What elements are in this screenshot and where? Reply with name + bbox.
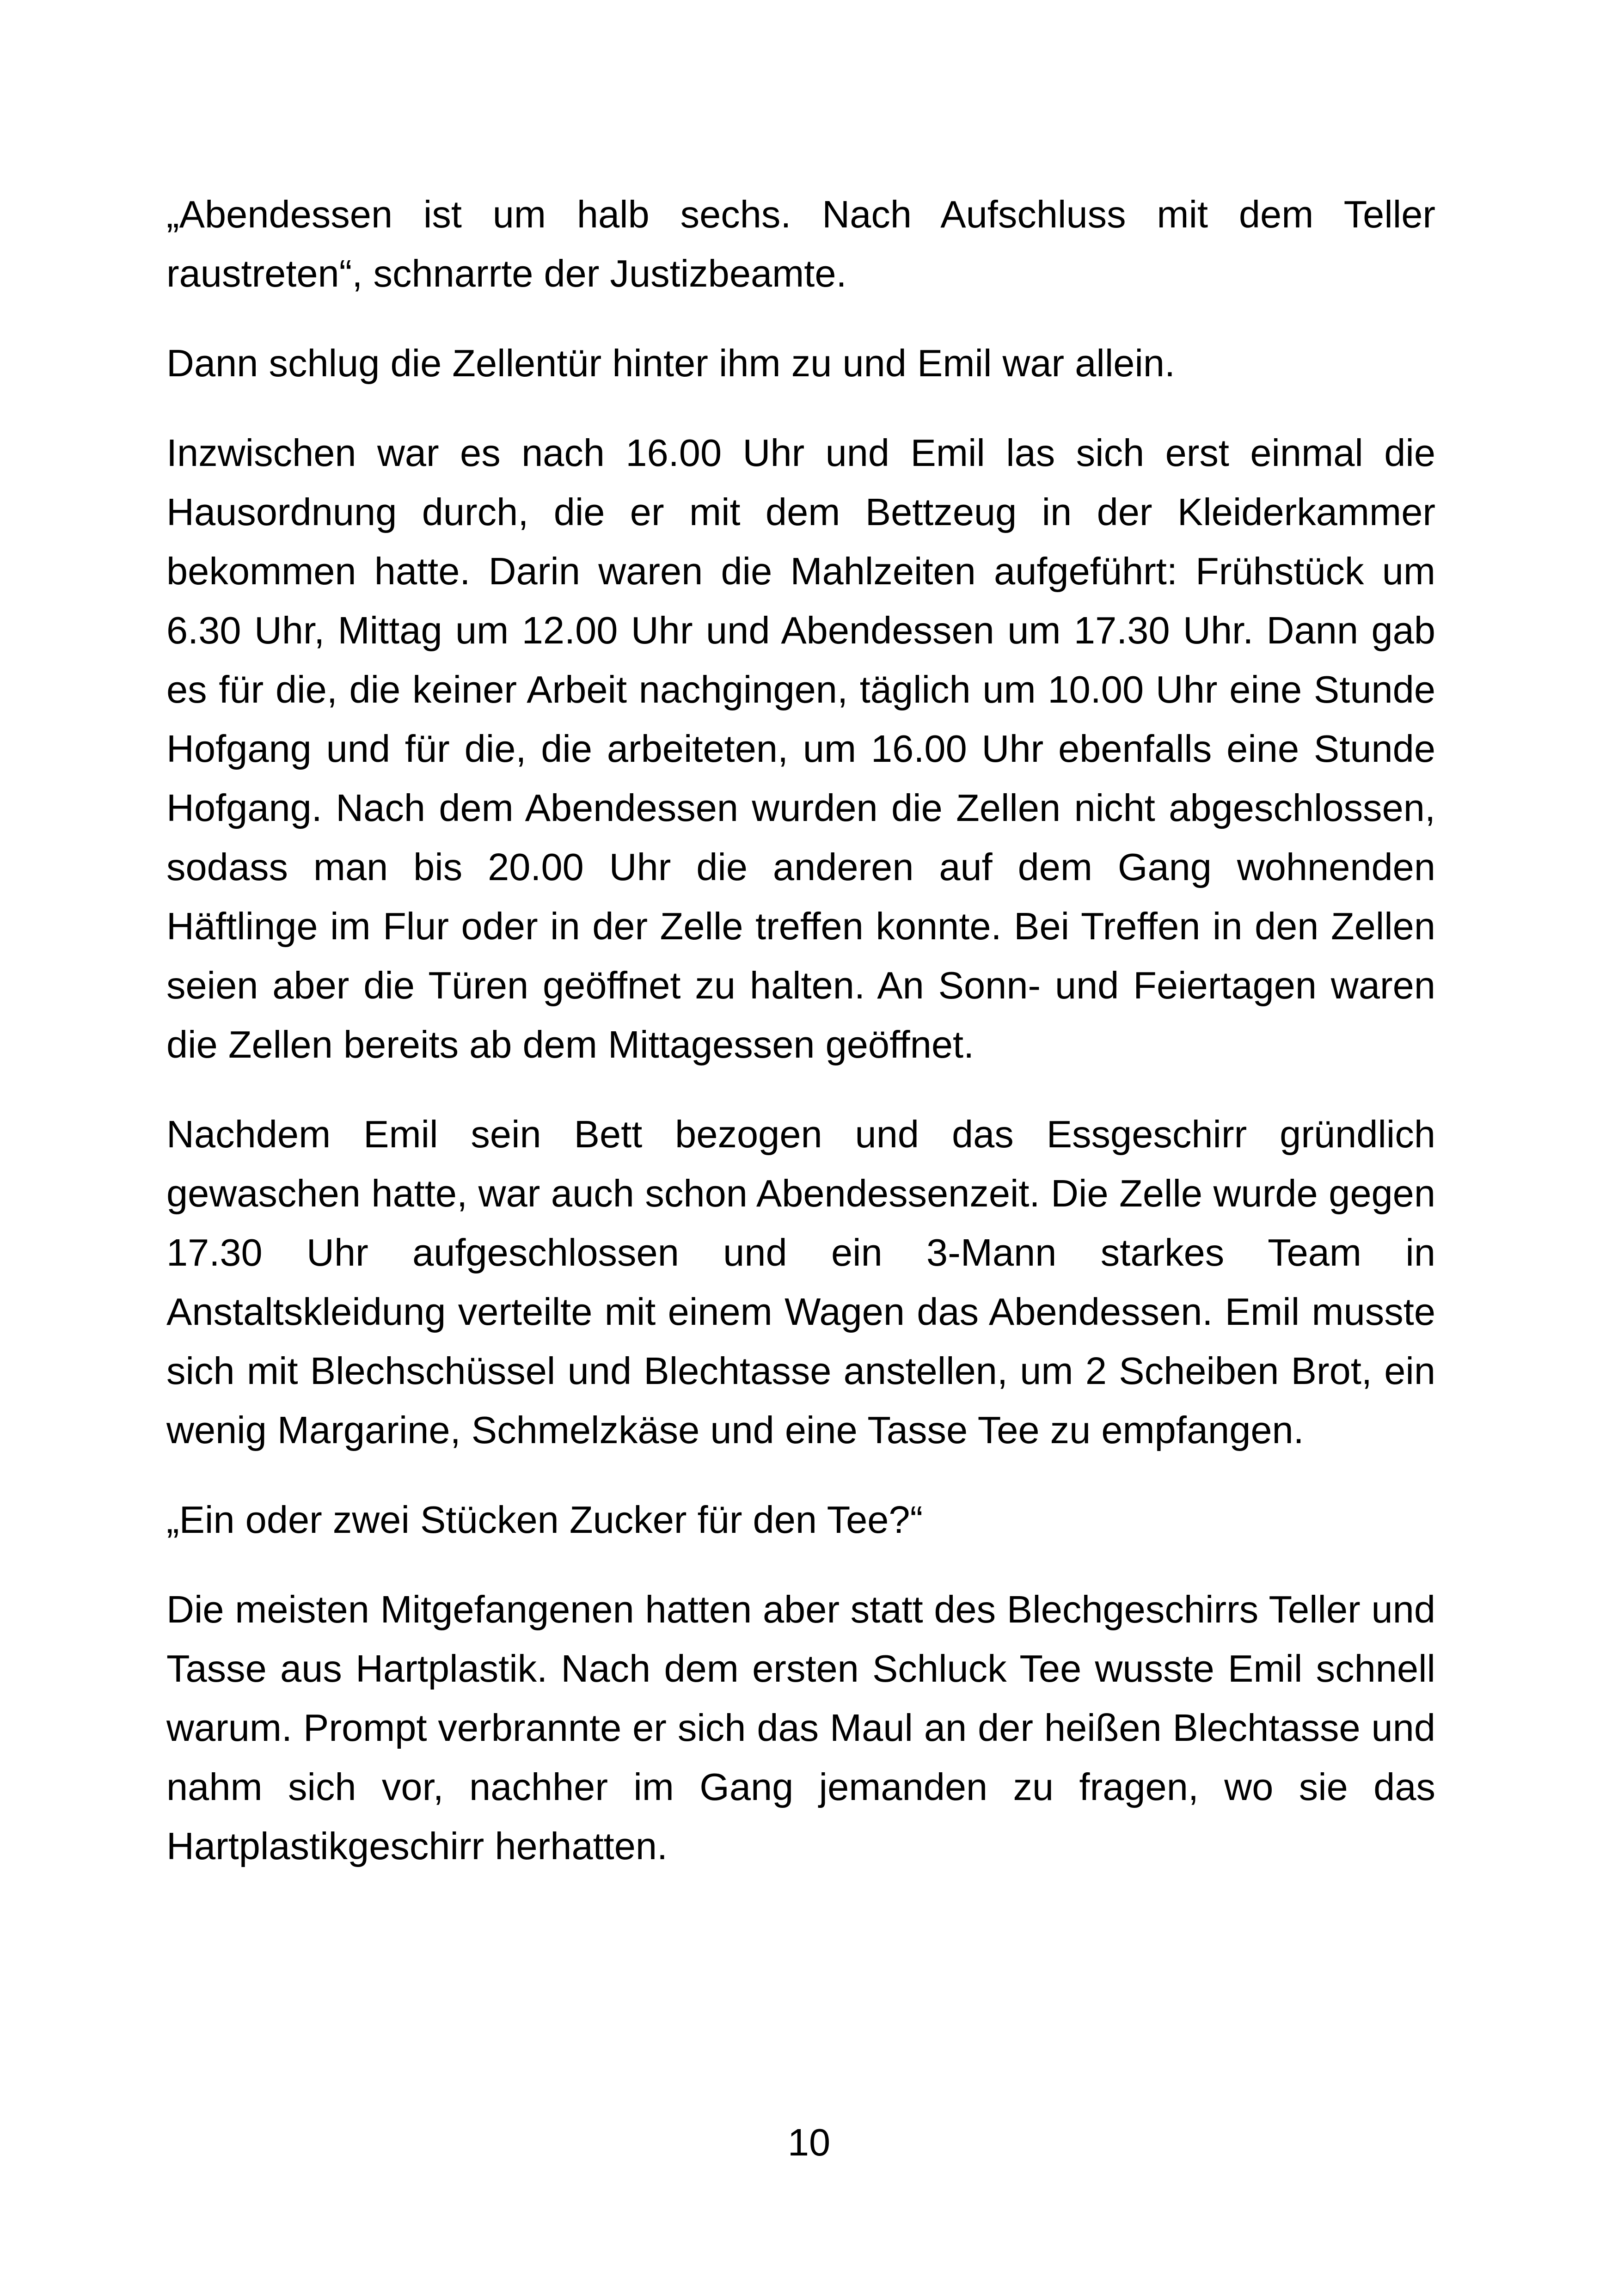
paragraph-cell-door: Dann schlug die Zellentür hinter ihm zu und Emil war allein. bbox=[166, 342, 1176, 385]
page-number: 10 bbox=[787, 2121, 831, 2164]
paragraph-plastic-dishes: Die meisten Mitgefangenen hatten aber statt des Blechgeschirrs Teller und Tasse aus Hartplastik. Nach dem ersten Schluck Tee wusste Emil schnell warum. Prompt verbrannte er sich das Maul an der heißen Blechtasse und nahm sich vor, nachher im Gang jemanden zu fragen, wo sie das Hartplastikgeschirr herhatten. bbox=[166, 1588, 1435, 1867]
paragraph-sugar-question: „Ein oder zwei Stücken Zucker für den Tee?“ bbox=[166, 1498, 923, 1541]
body-text bbox=[166, 185, 1435, 1906]
paragraph-house-rules: Inzwischen war es nach 16.00 Uhr und Emil las sich erst einmal die Hausordnung durch, die er mit dem Bettzeug in der Kleiderkammer bekommen hatte. Darin waren die Mahlzeiten aufgeführt: Frühstück um 6.30 Uhr, Mittag um 12.00 Uhr und Abendessen um 17.30 Uhr. Dann gab es für die, die keiner Arbeit nachgingen, täglich um 10.00 Uhr eine Stunde Hofgang und für die, die arbeiteten, um 16.00 Uhr ebenfalls eine Stunde Hofgang. Nach dem Abendessen wurden die Zellen nicht abgeschlossen, sodass man bis 20.00 Uhr die anderen auf dem Gang wohnenden Häftlinge im Flur oder in der Zelle treffen konnte. Bei Treffen in den Zellen seien aber die Türen geöffnet zu halten. An Sonn- und Feiertagen waren die Zellen bereits ab dem Mittagessen geöffnet. bbox=[166, 431, 1435, 1066]
paragraph-dinner-time: Nachdem Emil sein Bett bezogen und das Essgeschirr gründlich gewaschen hatte, war auch schon Abendessenzeit. Die Zelle wurde gegen 17.30 Uhr aufgeschlossen und ein 3-Mann starkes Team in Anstaltskleidung verteilte mit einem Wagen das Abendessen. Emil musste sich mit Blechschüssel und Blechtasse anstellen, um 2 Scheiben Brot, ein wenig Margarine, Schmelzkäse und eine Tasse Tee zu empfangen. bbox=[166, 1113, 1435, 1451]
paragraph-dinner-announcement: „Abendessen ist um halb sechs. Nach Aufschluss mit dem Teller raustreten“, schnarrte der Justizbeamte. bbox=[166, 193, 1435, 295]
